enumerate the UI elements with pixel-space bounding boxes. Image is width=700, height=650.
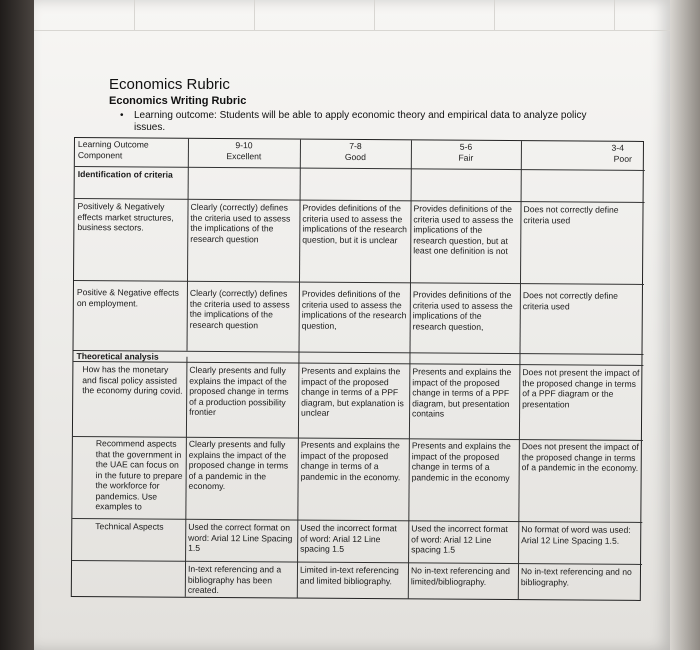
- row4-criterion: Recommend aspects that the government in the UAE can focus on in the future to prepare the workforce for pandemics. Use examples to: [95, 438, 183, 512]
- row6-poor: No in-text referencing and no bibliography.: [520, 566, 632, 587]
- row1-excellent: Clearly (correctly) defines the criteria used to assess the implications of the research question: [190, 201, 291, 244]
- header-level-excellent: 9-10 Excellent: [226, 140, 262, 161]
- row4-fair: Presents and explains the impact of the proposed change in terms of a pandemic in the economy: [411, 440, 511, 483]
- row5-good: Used the incorrect format of word: Arial 12 Line spacing 1.5: [300, 522, 397, 554]
- top-faint-grid: [34, 0, 670, 31]
- photo-background-right: [670, 0, 700, 650]
- row1-criterion: Positively & Negatively effects market structures, business sectors.: [77, 201, 174, 233]
- paper-sheet: [34, 0, 670, 650]
- row4-excellent: Clearly presents and fully explains the impact of the proposed change in terms of a pandemic in the economy.: [188, 438, 289, 492]
- row5-poor: No format of word was used: Arial 12 Line Spacing 1.5.: [521, 524, 631, 546]
- row3-excellent: Clearly presents and fully explains the impact of the proposed change in terms of a production possibility frontier: [189, 364, 289, 417]
- row5-fair: Used the incorrect format of word: Arial 12 Line spacing 1.5: [411, 523, 508, 555]
- row6-criterion: [72, 562, 185, 597]
- row6-good: Limited in-text referencing and limited bibliography.: [299, 564, 399, 586]
- row1-fair: Provides definitions of the criteria used to assess the implications of the research question, but at least one definition is not: [413, 203, 514, 257]
- document-title: Economics Rubric: [109, 76, 230, 93]
- row5-criterion: Technical Aspects: [95, 521, 164, 532]
- row5-excellent: Used the correct format on word: Arial 12 Line Spacing 1.5: [188, 521, 293, 553]
- row1-good: Provides definitions of the criteria used to assess the implications of the research question, but it is unclear: [302, 202, 408, 245]
- row3-poor: Does not present the impact of the proposed change in terms of a PPF diagram or the presentation: [522, 367, 640, 409]
- row3-good: Presents and explains the impact of the proposed change in terms of a PPF diagram, but explanation is unclear: [301, 365, 404, 418]
- section-identification-of-criteria: Identification of criteria: [77, 169, 173, 180]
- row6-excellent: In-text referencing and a bibliography has been created.: [187, 563, 282, 596]
- document-subtitle: Economics Writing Rubric: [109, 95, 247, 107]
- row4-poor: Does not present the impact of the proposed change in terms of a pandemic in the economy.: [521, 441, 639, 473]
- header-level-poor: 3-4 Poor: [611, 142, 632, 164]
- row3-fair: Presents and explains the impact of the proposed change in terms of a PPF diagram, but presentation contains: [412, 366, 512, 419]
- photo-background-left: [0, 0, 34, 650]
- learning-outcome: [120, 110, 604, 134]
- bullet-icon: •: [120, 110, 124, 121]
- row6-fair: No in-text referencing and limited/bibliography.: [410, 565, 510, 587]
- row2-criterion: Positive & Negative effects on employment.: [76, 287, 180, 308]
- row4-good: Presents and explains the impact of the proposed change in terms of a pandemic in the economy.: [300, 439, 401, 482]
- row2-excellent: Clearly (correctly) defines the criteria used to assess the implications of the research question: [189, 287, 290, 330]
- rubric-table: [71, 137, 644, 601]
- row3-criterion: How has the monetary and fiscal policy assisted the economy during covid.: [82, 364, 183, 396]
- row1-poor: Does not correctly define criteria used: [523, 204, 619, 225]
- header-level-good: 7-8 Good: [344, 140, 366, 162]
- header-level-fair: 5-6 Fair: [458, 141, 474, 163]
- row2-good: Provides definitions of the criteria used to assess the implications of the research question,: [301, 288, 407, 331]
- header-component: Learning Outcome Component: [77, 139, 149, 160]
- section-theoretical-analysis: Theoretical analysis: [76, 351, 159, 362]
- row2-poor: Does not correctly define criteria used: [522, 290, 619, 311]
- row2-fair: Provides definitions of the criteria used to assess the implications of the research question,: [412, 289, 513, 332]
- learning-outcome-text: Learning outcome: Students will be able to apply economic theory and empirical data to analyze policy issues.: [134, 110, 587, 133]
